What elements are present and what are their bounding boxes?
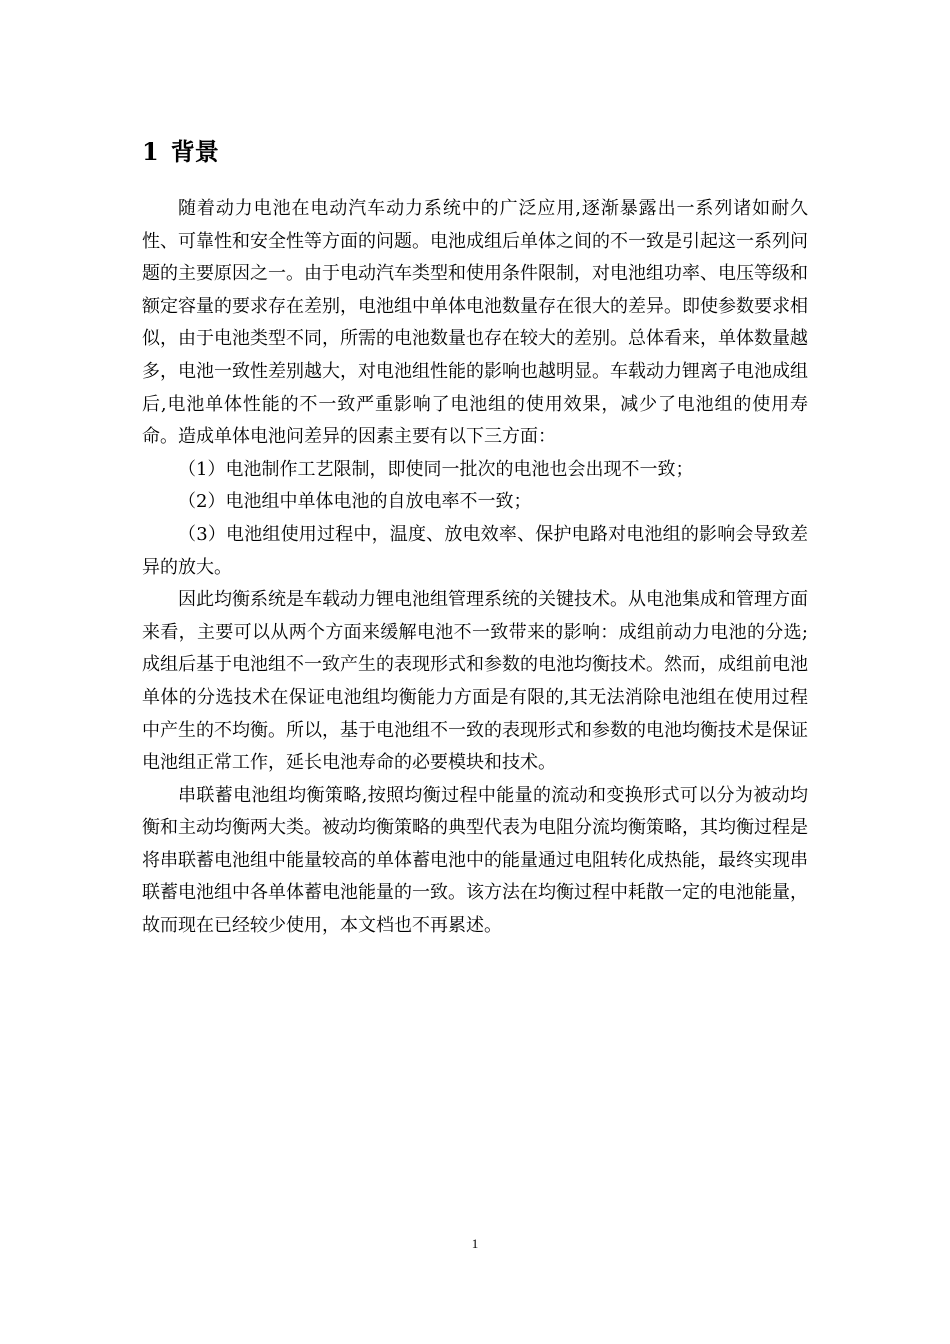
page-number: 1: [471, 1236, 479, 1251]
section-heading: [142, 134, 219, 170]
section-title: 背景: [170, 137, 219, 166]
list-item-3: （3）电池组使用过程中，温度、放电效率、保护电路对电池组的影响会导致差异的放大。: [142, 523, 808, 578]
paragraph-balancing-system: 因此均衡系统是车载动力锂电池组管理系统的关键技术。从电池集成和管理方面来看，主要可以从两个方面来缓解电池不一致带来的影响：成组前动力电池的分选;成组后基于电池组不一致产生的表现形式和参数的电池均衡技术。然而，成组前电池单体的分选技术在保证电池组均衡能力方面是有限的,其无法消除电池组在使用过程中产生的不均衡。所以，基于电池组不一致的表现形式和参数的电池均衡技术是保证电池组正常工作，延长电池寿命的必要模块和技术。: [142, 589, 808, 774]
list-item-2: （2）电池组中单体电池的自放电率不一致；: [178, 491, 532, 513]
list-item-1: （1）电池制作工艺限制，即使同一批次的电池也会出现不一致；: [178, 458, 694, 480]
body-text: [142, 193, 808, 943]
section-number: 1: [142, 137, 159, 166]
paragraph-intro: 随着动力电池在电动汽车动力系统中的广泛应用,逐渐暴露出一系列诸如耐久性、可靠性和安全性等方面的问题。电池成组后单体之间的不一致是引起这一系列问题的主要原因之一。由于电动汽车类型和使用条件限制，对电池组功率、电压等级和额定容量的要求存在差别，电池组中单体电池数量存在很大的差异。即使参数要求相似，由于电池类型不同，所需的电池数量也存在较大的差别。总体看来，单体数量越多，电池一致性差别越大，对电池组性能的影响也越明显。车载动力锂离子电池成组后,电池单体性能的不一致严重影响了电池组的使用效果，减少了电池组的使用寿命。造成单体电池问差异的因素主要有以下三方面：: [142, 198, 808, 448]
paragraph-balancing-strategy: 串联蓄电池组均衡策略,按照均衡过程中能量的流动和变换形式可以分为被动均衡和主动均衡两大类。被动均衡策略的典型代表为电阻分流均衡策略，其均衡过程是将串联蓄电池组中能量较高的单体蓄电池中的能量通过电阻转化成热能，最终实现串联蓄电池组中各单体蓄电池能量的一致。该方法在均衡过程中耗散一定的电池能量，故而现在已经较少使用，本文档也不再累述。: [142, 784, 808, 937]
